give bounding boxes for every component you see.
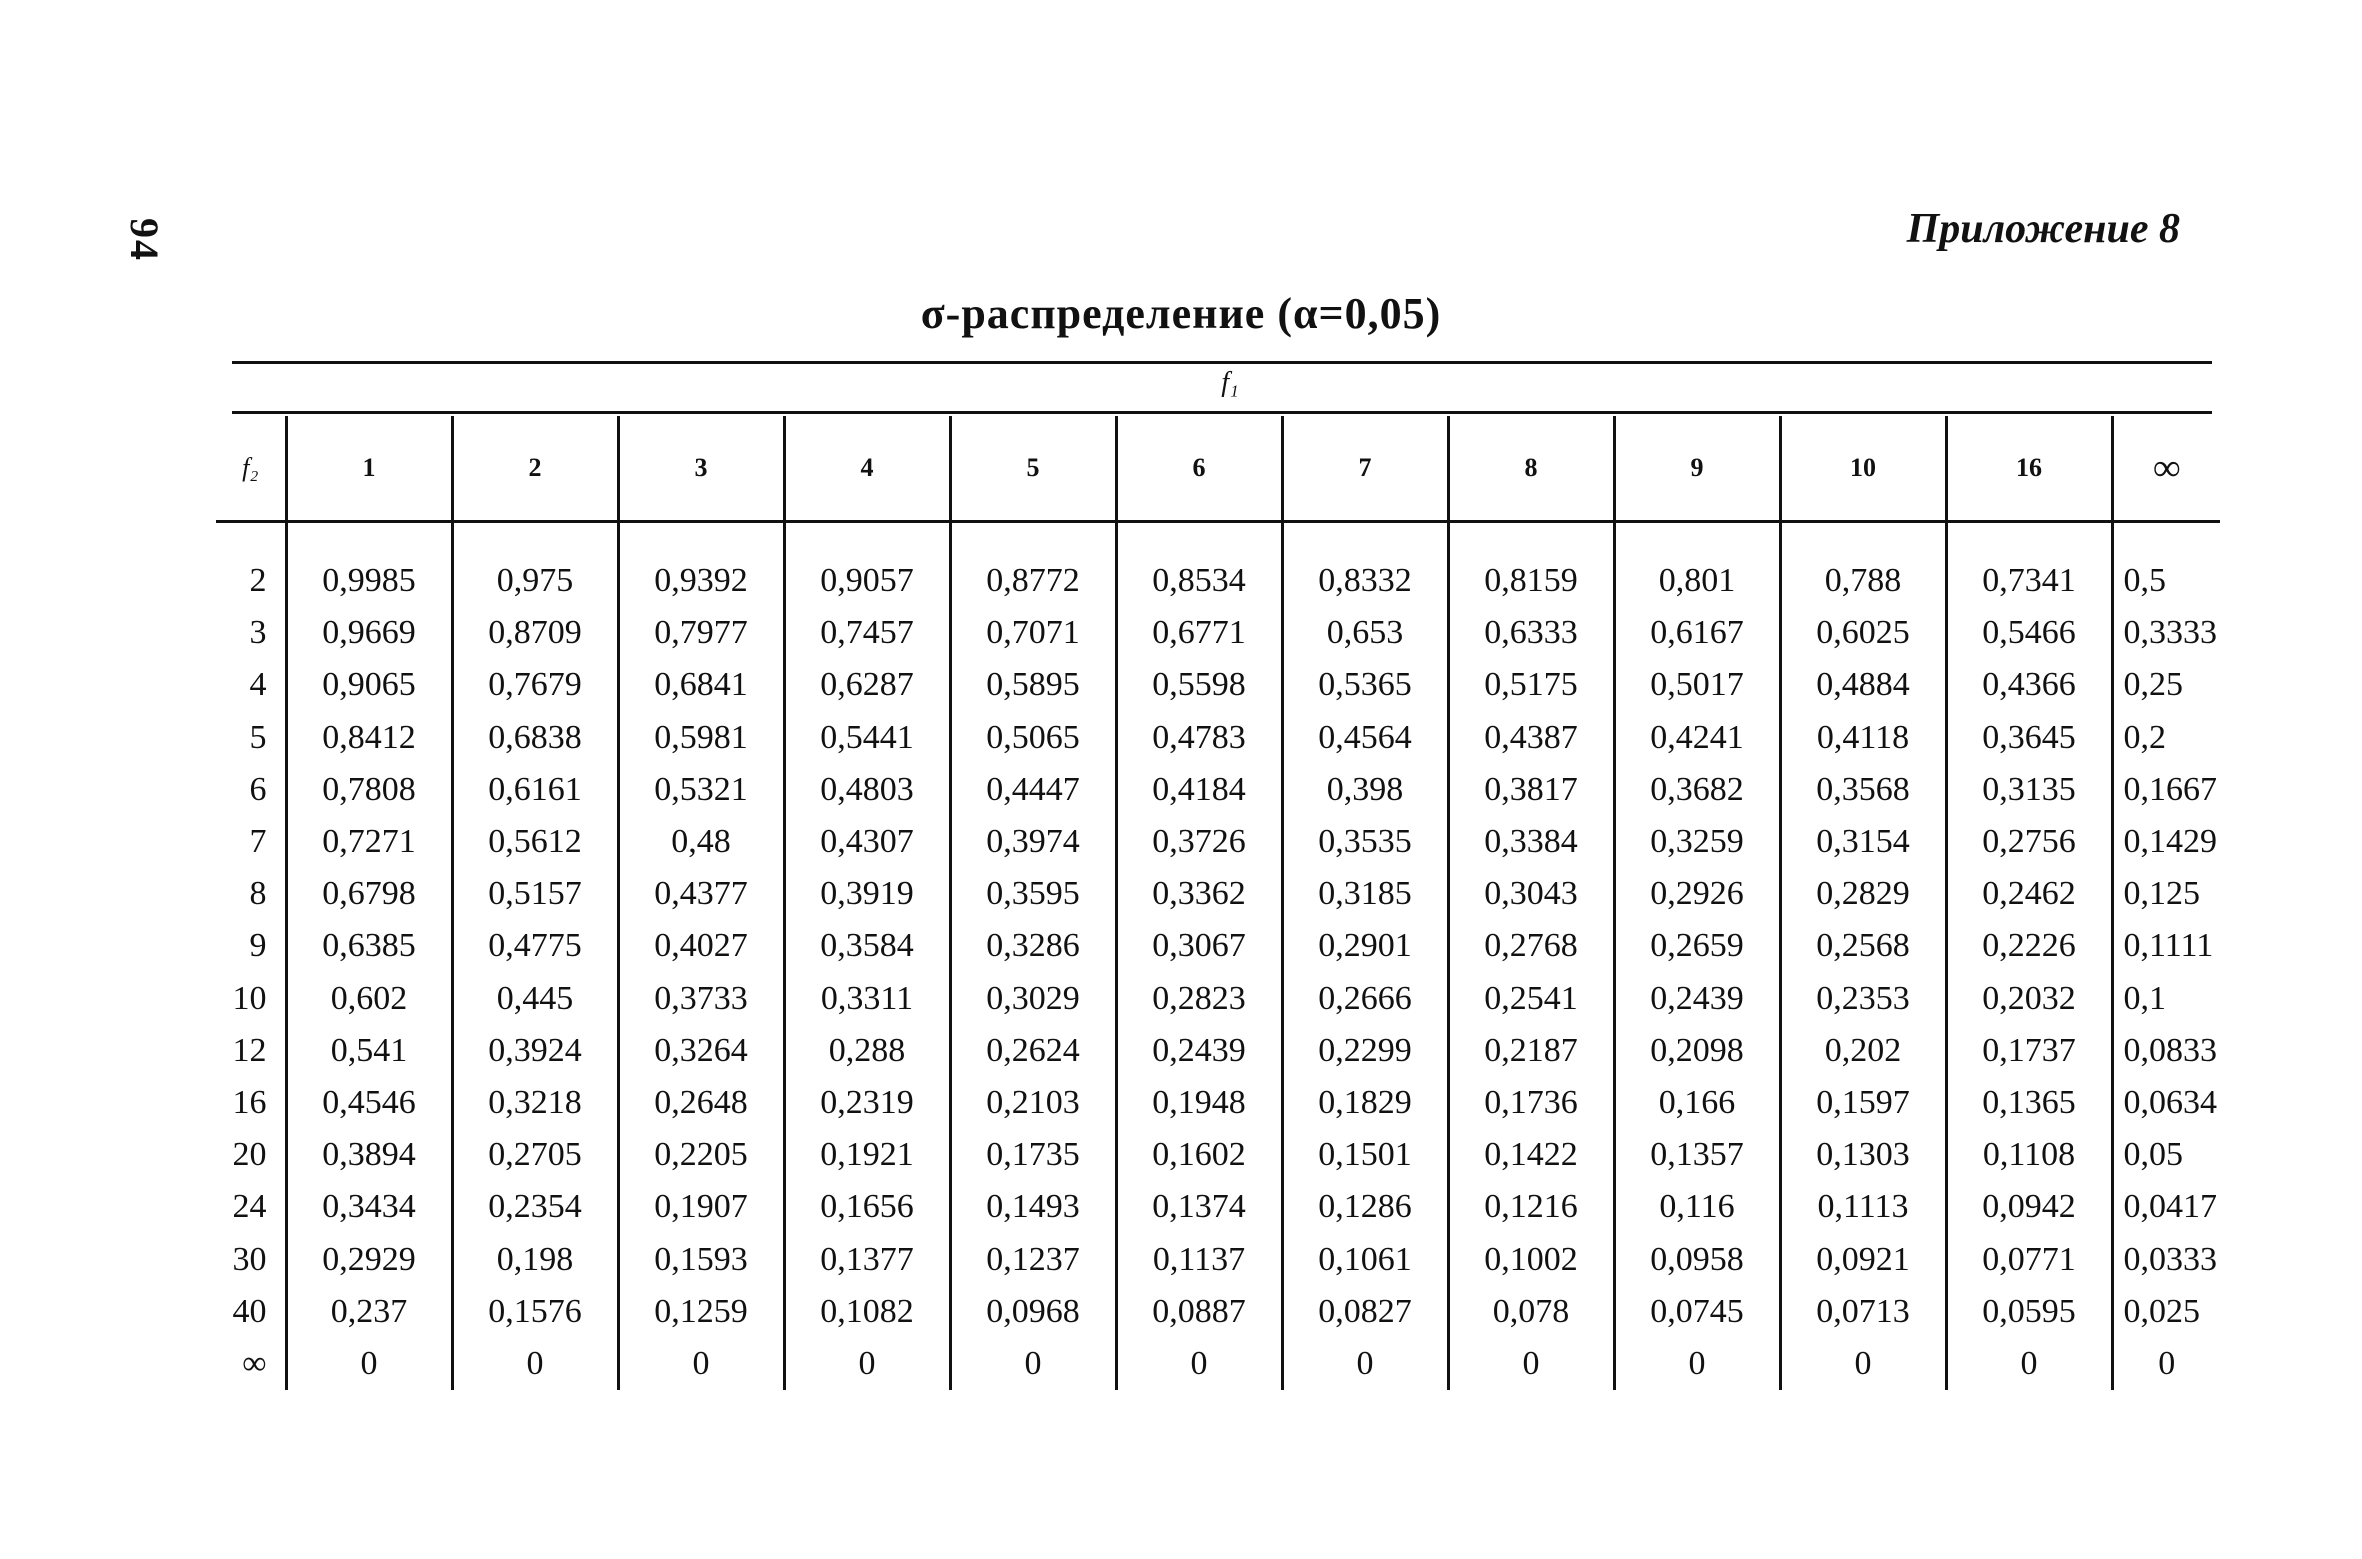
column-header-5: 5 (950, 416, 1116, 522)
table-cell: 0,8772 (950, 522, 1116, 608)
table-cell: 0,7977 (618, 607, 784, 659)
table-cell: 0,078 (1448, 1286, 1614, 1338)
header-row (216, 416, 2220, 522)
table-cell: 0,6771 (1116, 607, 1282, 659)
table-cell: 0,166 (1614, 1077, 1780, 1129)
table-cell: 0,8159 (1448, 522, 1614, 608)
table-cell: 0,3135 (1946, 764, 2112, 816)
table-cell: 0,2226 (1946, 920, 2112, 972)
column-header-4: 4 (784, 416, 950, 522)
table-cell: 0,1656 (784, 1181, 950, 1233)
table-cell: 0,5157 (452, 868, 618, 920)
table-cell: 0,2 (2112, 712, 2220, 764)
table-cell: 0,7071 (950, 607, 1116, 659)
column-header-3: 3 (618, 416, 784, 522)
table-cell: 0,1259 (618, 1286, 784, 1338)
table-cell: 0,1735 (950, 1129, 1116, 1181)
table-cell: 0,0968 (950, 1286, 1116, 1338)
table-cell: 0,1377 (784, 1233, 950, 1285)
table-cell: 0,202 (1780, 1025, 1946, 1077)
table-cell: 0,6841 (618, 659, 784, 711)
table-cell: 0,3067 (1116, 920, 1282, 972)
table-cell: 0,7271 (286, 816, 452, 868)
table-cell: 0,2541 (1448, 973, 1614, 1025)
table-cell: 0,125 (2112, 868, 2220, 920)
column-header-inf: ∞ (2112, 416, 2220, 522)
table-cell: 0,4775 (452, 920, 618, 972)
table-cell: 0,3584 (784, 920, 950, 972)
table-cell: 0,1137 (1116, 1233, 1282, 1285)
table-cell: 0,1237 (950, 1233, 1116, 1285)
table-cell: 0,1108 (1946, 1129, 2112, 1181)
table-cell: 0,0595 (1946, 1286, 2112, 1338)
table-cell: 0,2462 (1946, 868, 2112, 920)
row-header-f2: 12 (232, 1031, 267, 1069)
table-cell: 0,4803 (784, 764, 950, 816)
table-cell: 0,9392 (618, 522, 784, 608)
table-cell: 0,9057 (784, 522, 950, 608)
table-row (216, 816, 2220, 868)
table-cell: 0,6798 (286, 868, 452, 920)
table-cell: 0,3595 (950, 868, 1116, 920)
table-cell: 0,3726 (1116, 816, 1282, 868)
table-cell: 0,3974 (950, 816, 1116, 868)
table-cell: 0,2299 (1282, 1025, 1448, 1077)
table-cell: 0,5598 (1116, 659, 1282, 711)
table-cell: 0,0333 (2112, 1233, 2220, 1285)
table-cell: 0,1113 (1780, 1181, 1946, 1233)
table-cell: 0,1422 (1448, 1129, 1614, 1181)
table-body (216, 522, 2220, 1391)
column-header-16: 16 (1946, 416, 2112, 522)
table-cell: 0,5365 (1282, 659, 1448, 711)
table-cell: 0,2354 (452, 1181, 618, 1233)
table-cell: 0,0827 (1282, 1286, 1448, 1338)
row-header-f2: 24 (232, 1188, 267, 1226)
table-cell: 0,2439 (1116, 1025, 1282, 1077)
table-cell: 0,4118 (1780, 712, 1946, 764)
table-cell: 0 (286, 1338, 452, 1390)
table-cell: 0,3311 (784, 973, 950, 1025)
table-row (216, 1181, 2220, 1233)
row-header-f2: 10 (232, 979, 267, 1017)
row-header-f2: 40 (232, 1292, 267, 1330)
table-cell: 0,8332 (1282, 522, 1448, 608)
table-cell: 0,975 (452, 522, 618, 608)
table-cell: 0,1593 (618, 1233, 784, 1285)
table-cell: 0 (1116, 1338, 1282, 1390)
table-cell: 0,541 (286, 1025, 452, 1077)
table-row (216, 1233, 2220, 1285)
table-row (216, 764, 2220, 816)
table-cell: 0,4377 (618, 868, 784, 920)
table-cell: 0 (784, 1338, 950, 1390)
row-header-f2: 6 (249, 770, 267, 808)
table-cell: 0,4447 (950, 764, 1116, 816)
row-header-f2: 7 (249, 823, 267, 861)
f1-header: f₁ (1221, 367, 1239, 398)
table-cell: 0,6161 (452, 764, 618, 816)
table-cell: 0,2756 (1946, 816, 2112, 868)
table-cell: 0,9065 (286, 659, 452, 711)
table-cell: 0,5 (2112, 522, 2220, 608)
table-cell: 0,801 (1614, 522, 1780, 608)
table-cell: 0,0921 (1780, 1233, 1946, 1285)
row-header-f2: 3 (249, 614, 267, 652)
table-cell: 0,5466 (1946, 607, 2112, 659)
table-cell: 0,1907 (618, 1181, 784, 1233)
row-header-f2: 4 (249, 666, 267, 704)
table-cell: 0,2032 (1946, 973, 2112, 1025)
table-cell: 0,3733 (618, 973, 784, 1025)
table-cell: 0,3919 (784, 868, 950, 920)
table-cell: 0,48 (618, 816, 784, 868)
table-cell: 0,1921 (784, 1129, 950, 1181)
table-cell: 0,2568 (1780, 920, 1946, 972)
table-cell: 0,2648 (618, 1077, 784, 1129)
table-cell: 0,2926 (1614, 868, 1780, 920)
table-cell: 0,2768 (1448, 920, 1614, 972)
table-cell: 0,398 (1282, 764, 1448, 816)
table-cell: 0,1829 (1282, 1077, 1448, 1129)
table-cell: 0,3218 (452, 1077, 618, 1129)
table-cell: 0,5981 (618, 712, 784, 764)
row-header-f2: 5 (249, 718, 267, 756)
table-cell: 0,1216 (1448, 1181, 1614, 1233)
table-cell: 0,2439 (1614, 973, 1780, 1025)
table-cell: 0,4884 (1780, 659, 1946, 711)
table-cell: 0,2823 (1116, 973, 1282, 1025)
row-header-f2: ∞ (242, 1344, 267, 1382)
row-header-f2: 20 (232, 1136, 267, 1174)
table-cell: 0,4307 (784, 816, 950, 868)
table-cell: 0,445 (452, 973, 618, 1025)
table-row (216, 1129, 2220, 1181)
table-cell: 0,0942 (1946, 1181, 2112, 1233)
table-cell: 0,2319 (784, 1077, 950, 1129)
table-cell: 0,288 (784, 1025, 950, 1077)
table-cell: 0,1061 (1282, 1233, 1448, 1285)
table-cell: 0,3259 (1614, 816, 1780, 868)
table-cell: 0,9985 (286, 522, 452, 608)
table-row (216, 1077, 2220, 1129)
column-header-9: 9 (1614, 416, 1780, 522)
table-cell: 0,2205 (618, 1129, 784, 1181)
table-cell: 0,2187 (1448, 1025, 1614, 1077)
table-cell: 0,5065 (950, 712, 1116, 764)
table-cell: 0,1597 (1780, 1077, 1946, 1129)
table-cell: 0,1602 (1116, 1129, 1282, 1181)
table-cell: 0,1111 (2112, 920, 2220, 972)
table-cell: 0,653 (1282, 607, 1448, 659)
table-cell: 0,2929 (286, 1233, 452, 1285)
table-row (216, 868, 2220, 920)
table-cell: 0 (2112, 1338, 2220, 1390)
table-row (216, 659, 2220, 711)
table-cell: 0,1493 (950, 1181, 1116, 1233)
table-cell: 0,2659 (1614, 920, 1780, 972)
table-cell: 0,3029 (950, 973, 1116, 1025)
table-cell: 0,1 (2112, 973, 2220, 1025)
table-cell: 0 (1780, 1338, 1946, 1390)
table-cell: 0,6385 (286, 920, 452, 972)
table-row (216, 712, 2220, 764)
row-header-f2: 9 (249, 927, 267, 965)
table-cell: 0,4546 (286, 1077, 452, 1129)
table-cell: 0,3817 (1448, 764, 1614, 816)
table-cell: 0 (1614, 1338, 1780, 1390)
table-cell: 0,3333 (2112, 607, 2220, 659)
table-cell: 0,2103 (950, 1077, 1116, 1129)
table-cell: 0,4027 (618, 920, 784, 972)
table-cell: 0,2353 (1780, 973, 1946, 1025)
row-header-f2: 30 (232, 1240, 267, 1278)
table-cell: 0,025 (2112, 1286, 2220, 1338)
table-cell: 0,3154 (1780, 816, 1946, 868)
table-cell: 0,3568 (1780, 764, 1946, 816)
table-cell: 0,7457 (784, 607, 950, 659)
table-cell: 0,3924 (452, 1025, 618, 1077)
table-cell: 0,3894 (286, 1129, 452, 1181)
table-row (216, 1025, 2220, 1077)
table-cell: 0,1737 (1946, 1025, 2112, 1077)
table-cell: 0,8534 (1116, 522, 1282, 608)
row-header-f2: 8 (249, 875, 267, 913)
table-cell: 0,1374 (1116, 1181, 1282, 1233)
table-cell: 0,25 (2112, 659, 2220, 711)
table-cell: 0,05 (2112, 1129, 2220, 1181)
page-number: 94 (122, 218, 167, 262)
table-cell: 0,1429 (2112, 816, 2220, 868)
table-cell: 0 (950, 1338, 1116, 1390)
table-cell: 0,2829 (1780, 868, 1946, 920)
table-cell: 0,0833 (2112, 1025, 2220, 1077)
table-cell: 0,1002 (1448, 1233, 1614, 1285)
table-cell: 0,6025 (1780, 607, 1946, 659)
table-cell: 0,2098 (1614, 1025, 1780, 1077)
table-cell: 0,3362 (1116, 868, 1282, 920)
table-cell: 0,198 (452, 1233, 618, 1285)
table-cell: 0,1501 (1282, 1129, 1448, 1181)
row-header-f2: 16 (232, 1083, 267, 1121)
table-cell: 0,8412 (286, 712, 452, 764)
row-header-f2: 2 (249, 562, 267, 600)
table-cell: 0,5612 (452, 816, 618, 868)
table-cell: 0,4184 (1116, 764, 1282, 816)
table-cell: 0,0745 (1614, 1286, 1780, 1338)
table-cell: 0,2666 (1282, 973, 1448, 1025)
table-cell: 0,9669 (286, 607, 452, 659)
table-cell: 0,6333 (1448, 607, 1614, 659)
column-header-6: 6 (1116, 416, 1282, 522)
table-row (216, 1338, 2220, 1390)
table-cell: 0,5175 (1448, 659, 1614, 711)
table-cell: 0,0713 (1780, 1286, 1946, 1338)
table-cell: 0 (618, 1338, 784, 1390)
table-cell: 0,0634 (2112, 1077, 2220, 1129)
table-row (216, 973, 2220, 1025)
table-cell: 0,1736 (1448, 1077, 1614, 1129)
table-cell: 0,3384 (1448, 816, 1614, 868)
table-cell: 0,1286 (1282, 1181, 1448, 1233)
top-rule (232, 361, 2212, 364)
appendix-label: Приложение 8 (1906, 206, 2180, 252)
f2-header: f₂ (242, 453, 259, 482)
table-cell: 0,0417 (2112, 1181, 2220, 1233)
table-cell: 0,3682 (1614, 764, 1780, 816)
table-cell: 0,0771 (1946, 1233, 2112, 1285)
table-cell: 0,6167 (1614, 607, 1780, 659)
table-cell: 0,5321 (618, 764, 784, 816)
table-row (216, 522, 2220, 608)
column-header-7: 7 (1282, 416, 1448, 522)
table-cell: 0,5895 (950, 659, 1116, 711)
table-cell: 0,4783 (1116, 712, 1282, 764)
table-cell: 0,1303 (1780, 1129, 1946, 1181)
table-cell: 0,3043 (1448, 868, 1614, 920)
table-cell: 0,3645 (1946, 712, 2112, 764)
table-cell: 0,7808 (286, 764, 452, 816)
table-cell: 0,3185 (1282, 868, 1448, 920)
column-header-2: 2 (452, 416, 618, 522)
table-cell: 0,116 (1614, 1181, 1780, 1233)
f1-rule (232, 411, 2212, 414)
table-cell: 0,4366 (1946, 659, 2112, 711)
table-cell: 0,602 (286, 973, 452, 1025)
table-cell: 0,2901 (1282, 920, 1448, 972)
table-cell: 0,1576 (452, 1286, 618, 1338)
table-row (216, 607, 2220, 659)
table-cell: 0,3286 (950, 920, 1116, 972)
table-cell: 0,3535 (1282, 816, 1448, 868)
table-cell: 0,1082 (784, 1286, 950, 1338)
table-cell: 0,6838 (452, 712, 618, 764)
table-cell: 0,4564 (1282, 712, 1448, 764)
table-cell: 0,2624 (950, 1025, 1116, 1077)
table-cell: 0 (1282, 1338, 1448, 1390)
column-header-8: 8 (1448, 416, 1614, 522)
table-cell: 0,4241 (1614, 712, 1780, 764)
table-cell: 0,6287 (784, 659, 950, 711)
table-cell: 0,1667 (2112, 764, 2220, 816)
table-cell: 0,1365 (1946, 1077, 2112, 1129)
table-title: σ-распределение (α=0,05) (920, 289, 1442, 338)
table-row (216, 920, 2220, 972)
distribution-table (216, 416, 2220, 1390)
table-cell: 0,0958 (1614, 1233, 1780, 1285)
table-cell: 0,788 (1780, 522, 1946, 608)
table-cell: 0,2705 (452, 1129, 618, 1181)
table-cell: 0,237 (286, 1286, 452, 1338)
table-cell: 0 (1448, 1338, 1614, 1390)
table-cell: 0,5017 (1614, 659, 1780, 711)
table-row (216, 1286, 2220, 1338)
table-cell: 0,3434 (286, 1181, 452, 1233)
table-cell: 0 (452, 1338, 618, 1390)
table-cell: 0,4387 (1448, 712, 1614, 764)
column-header-1: 1 (286, 416, 452, 522)
table-cell: 0,0887 (1116, 1286, 1282, 1338)
table-cell: 0,7679 (452, 659, 618, 711)
column-header-10: 10 (1780, 416, 1946, 522)
table-cell: 0,8709 (452, 607, 618, 659)
table-cell: 0,3264 (618, 1025, 784, 1077)
table-cell: 0,5441 (784, 712, 950, 764)
table-cell: 0,7341 (1946, 522, 2112, 608)
table-cell: 0 (1946, 1338, 2112, 1390)
table-cell: 0,1357 (1614, 1129, 1780, 1181)
table-cell: 0,1948 (1116, 1077, 1282, 1129)
